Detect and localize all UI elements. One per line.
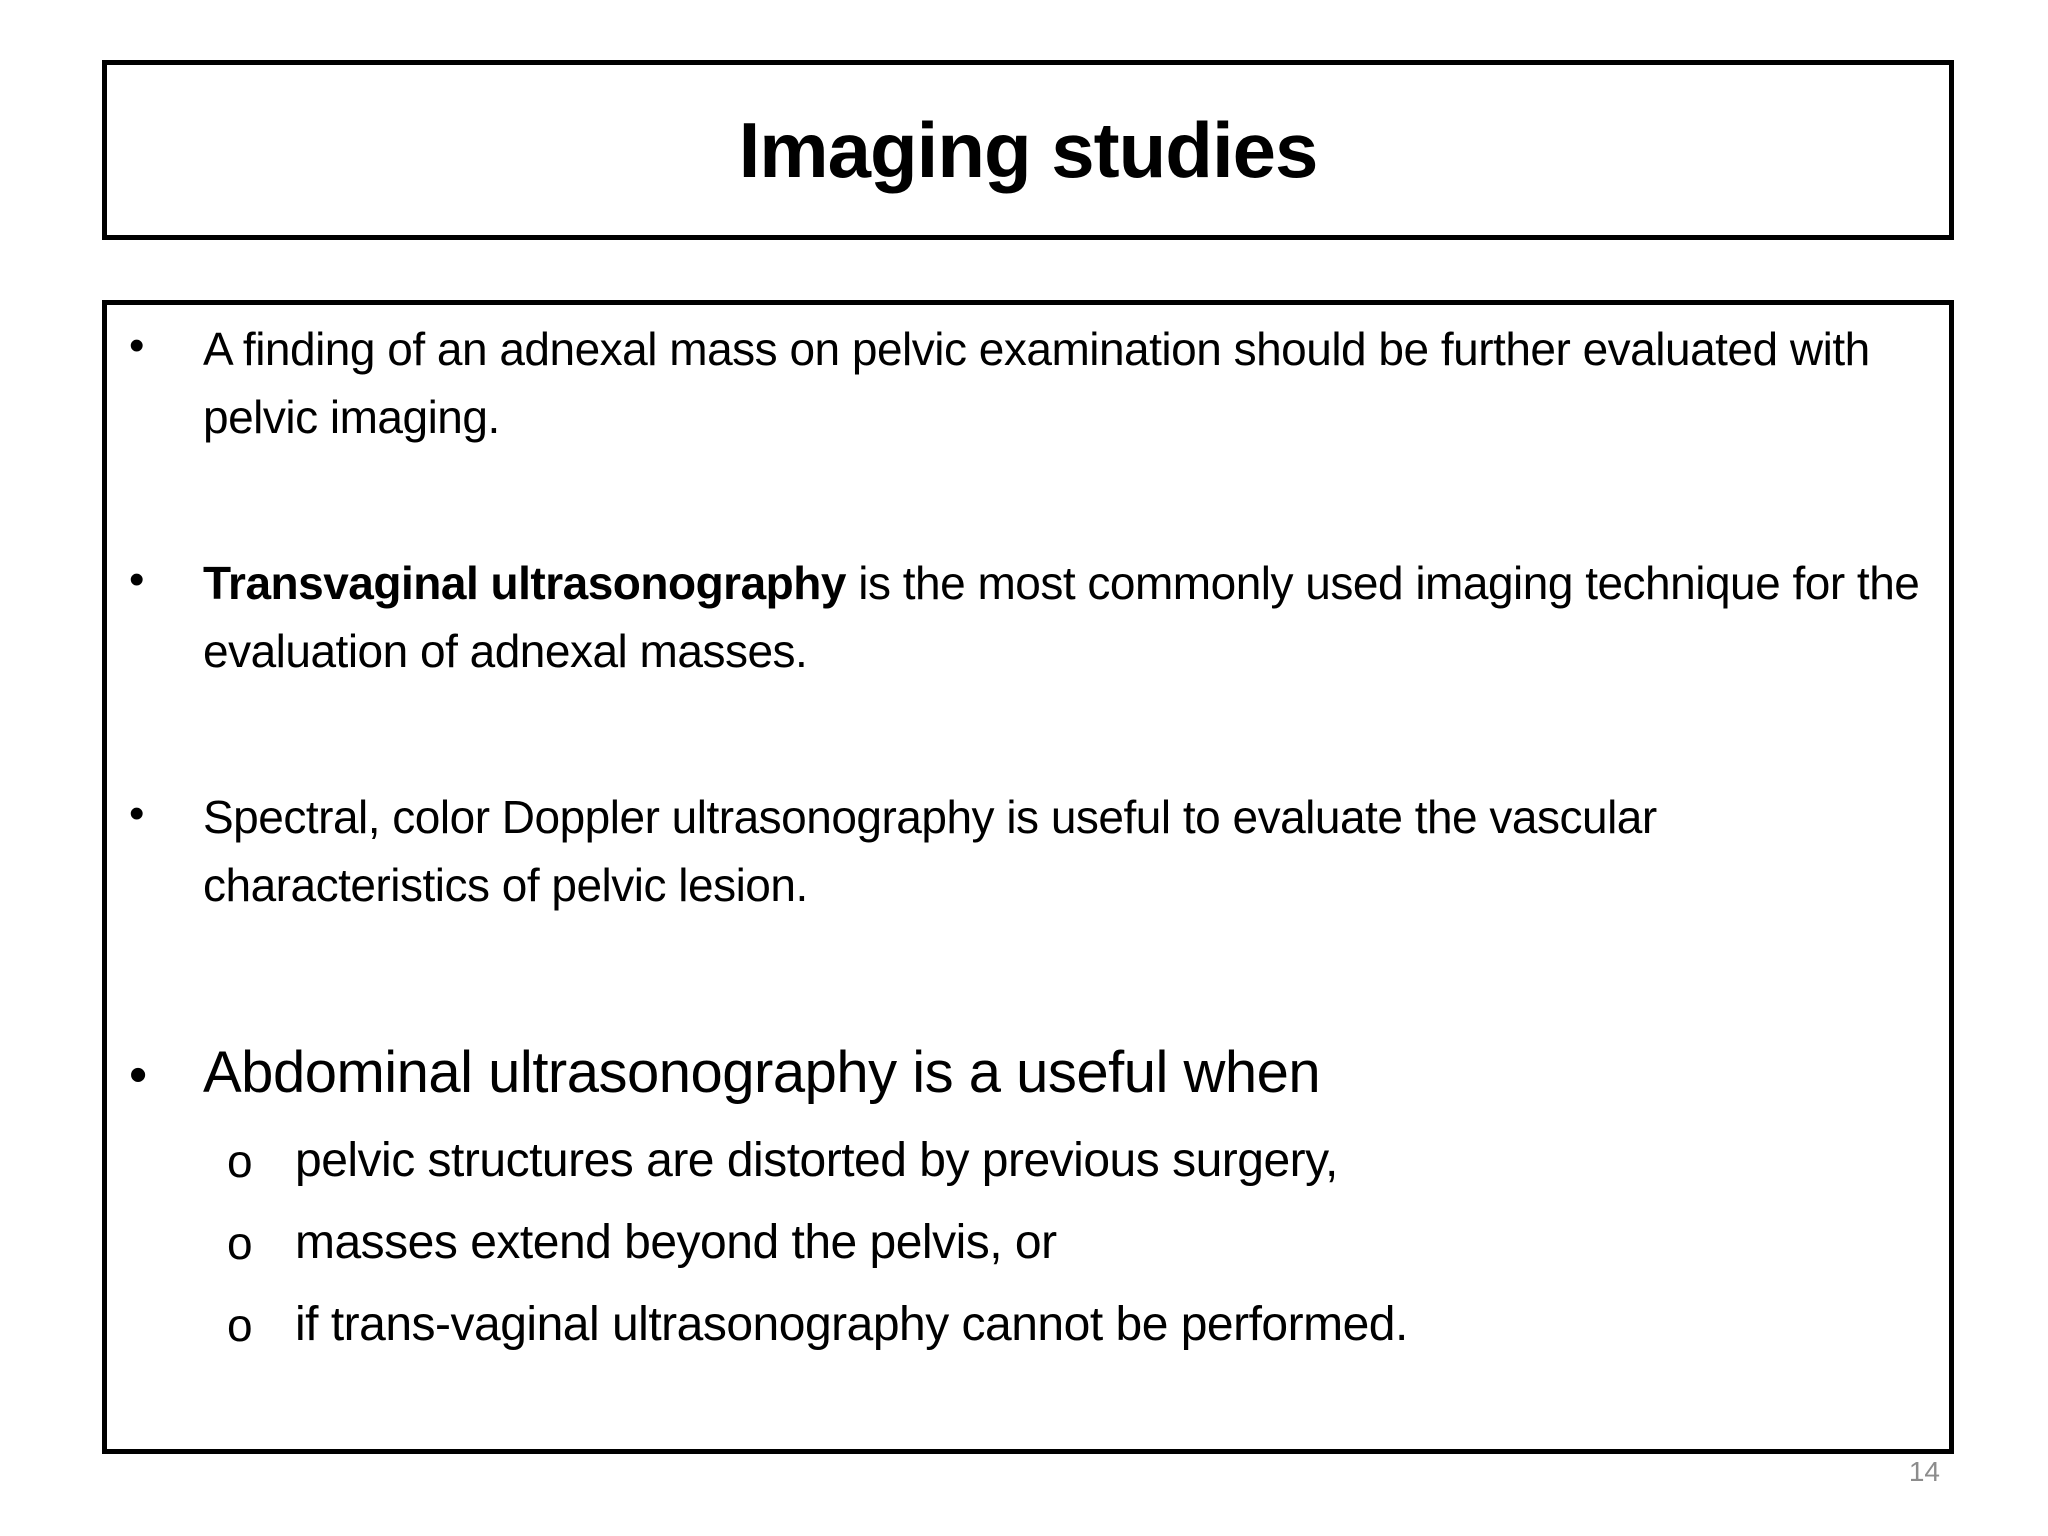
bullet-marker: • — [129, 1046, 148, 1104]
bullet-text: A finding of an adnexal mass on pelvic examination should be further evaluated with pelvic imaging. — [203, 323, 1870, 443]
sub-bullet-marker: o — [227, 1217, 253, 1269]
sub-bullet-marker: o — [227, 1135, 253, 1187]
content-box — [102, 300, 1954, 1454]
bullet-marker: • — [129, 555, 145, 604]
sub-item-text: pelvic structures are distorted by previous surgery, — [295, 1134, 1338, 1187]
sub-item-text: if trans-vaginal ultrasonography cannot be performed. — [295, 1298, 1408, 1351]
sub-item-text: masses extend beyond the pelvis, or — [295, 1216, 1057, 1269]
slide-title: Imaging studies — [738, 105, 1318, 194]
bullet-text: Transvaginal ultrasonography is the most commonly used imaging technique for the evaluation of adnexal masses. — [203, 557, 1920, 677]
bullet-text: Abdominal ultrasonography is a useful when — [203, 1040, 1321, 1105]
bullet-marker: • — [129, 789, 145, 838]
sub-bullet-marker: o — [227, 1299, 253, 1351]
bullet-text: Spectral, color Doppler ultrasonography is useful to evaluate the vascular characteristics of pelvic lesion. — [203, 791, 1657, 911]
title-box — [102, 60, 1954, 240]
bullet-marker: • — [129, 321, 145, 370]
bullet-bold-term: Transvaginal ultrasonography — [203, 557, 846, 609]
page-number: 14 — [1908, 1456, 1940, 1487]
